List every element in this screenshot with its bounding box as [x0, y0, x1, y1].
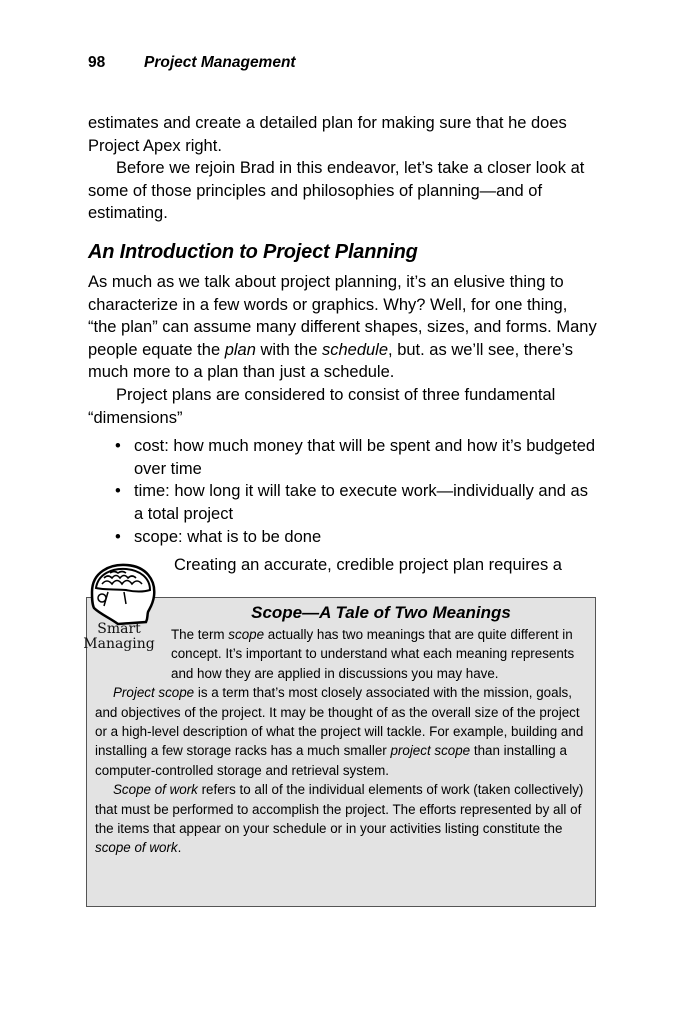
emphasis-plan: plan: [224, 340, 256, 359]
paragraph: Before we rejoin Brad in this endeavor, let’s take a closer look at some of those principles and philosophies of planning—and of estimating.: [88, 159, 585, 223]
sidebar-title: Scope—A Tale of Two Meanings: [251, 603, 511, 622]
bullet-list: [88, 435, 598, 548]
list-item: • cost: how much money that will be spent and how it’s budgeted over time: [115, 437, 596, 478]
bullet-icon: •: [115, 527, 121, 546]
smart-managing-label: Smart Managing: [83, 621, 155, 652]
paragraph: As much as we talk about project planning, it’s an elusive thing to characterize in a few words or graphics. Why? Well, for one thing, “the plan” can assume many different shapes, sizes, and forms. Many people equate the plan with the schedule, but. as we’ll see, there’s much more to a plan than just a schedule.: [88, 272, 597, 382]
running-header: [88, 54, 296, 72]
sidebar-paragraph: The term scope actually has two meanings that are quite different in concept. It’s important to understand what each meaning represents and how they are applied in discussions you may have.: [171, 627, 575, 681]
page-number: 98: [88, 54, 106, 71]
bullet-icon: •: [115, 437, 121, 456]
list-item: • time: how long it will take to execute work—individually and as a total project: [115, 482, 588, 523]
section-heading: An Introduction to Project Planning: [88, 240, 418, 263]
paragraph: estimates and create a detailed plan for making sure that he does Project Apex right.: [88, 114, 567, 155]
sidebar-paragraph: Scope of work refers to all of the individual elements of work (taken collectively) that must be performed to accomplish the project. The efforts represented by all of the items that appear on your schedule or in your activities listing constitute the scope of work.: [95, 782, 584, 856]
bullet-icon: •: [115, 482, 121, 501]
sidebar-paragraph: Project scope is a term that’s most closely associated with the mission, goals, and objectives of the project. It may be thought of as the overall size of the project or a high-level description of what the project will tackle. For example, building and installing a few storage racks has a much smaller project scope than installing a computer-controlled storage and retrieval system.: [95, 685, 584, 778]
paragraph: Creating an accurate, credible project plan requires a: [174, 556, 562, 575]
body-text: [88, 112, 598, 577]
running-title: Project Management: [144, 54, 296, 71]
list-item: • scope: what is to be done: [134, 526, 598, 549]
paragraph: Project plans are considered to consist of three fundamental “dimensions”: [88, 385, 556, 427]
emphasis-schedule: schedule: [321, 340, 389, 359]
